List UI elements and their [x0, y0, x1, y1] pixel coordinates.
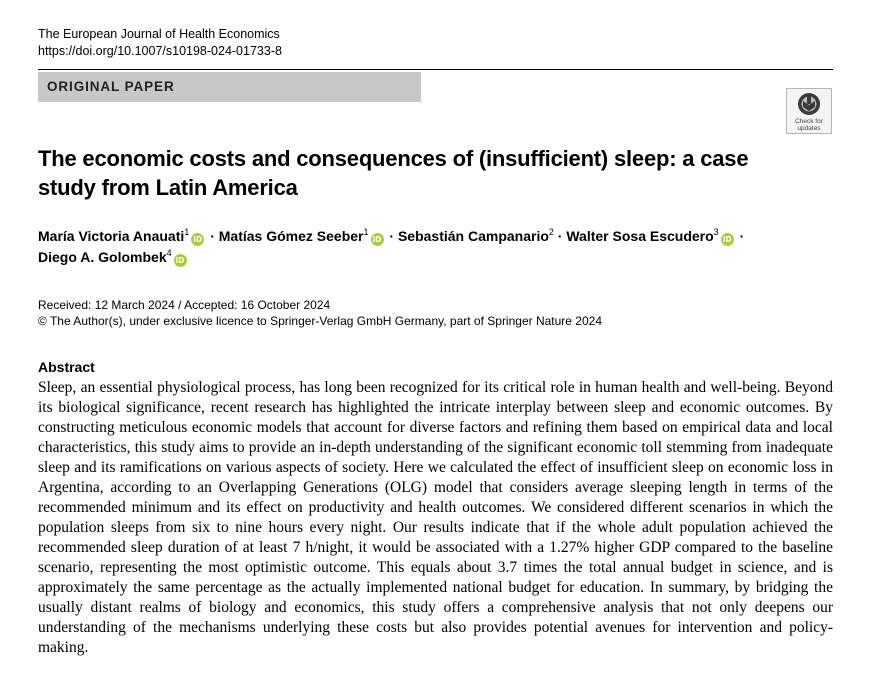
journal-header: [38, 26, 282, 60]
orcid-icon[interactable]: iD: [371, 233, 384, 246]
author-name: Matías Gómez Seeber: [218, 228, 364, 244]
author-separator: ·: [389, 228, 395, 244]
header-rule: [38, 69, 833, 70]
publication-dates: [38, 297, 602, 329]
orcid-icon[interactable]: iD: [174, 254, 187, 267]
author-list: [38, 226, 838, 268]
author-item[interactable]: [38, 249, 189, 265]
author-name: María Victoria Anauati: [38, 228, 185, 244]
orcid-icon[interactable]: iD: [191, 233, 204, 246]
author-separator: ·: [739, 228, 745, 244]
author-item[interactable]: [219, 228, 386, 244]
author-name: Diego A. Golombek: [38, 249, 167, 265]
check-for-updates-button[interactable]: [786, 88, 832, 134]
author-name: Sebastián Campanario: [397, 228, 549, 244]
check-for-updates-label: Check for updates: [795, 118, 823, 132]
orcid-icon[interactable]: iD: [721, 233, 734, 246]
article-title: The economic costs and consequences of (insufficient) sleep: a case study from Latin America: [38, 146, 749, 200]
abstract-heading: Abstract: [38, 359, 95, 375]
abstract-text: Sleep, an essential physiological process, has long been recognized for its critical role in human health and well-being. Beyond its biological significance, recent research has highlighted the intricate interplay between sleep and economic outcomes. By constructing meticulous economic models that account for diverse factors and refining them based on empirical data and local characteristics, this study aims to provide an in-depth understanding of the significant economic toll stemming from inadequate sleep and its ramifications on various aspects of society. Here we calculated the effect of insufficient sleep on economic loss in Argentina, according to an Overlapping Generations (OLG) model that considers average sleeping length in terms of the recommended minimum and its effect on productivity and health outcomes. We considered different scenarios in which the population sleeps from six to nine hours every night. Our results indicate that if the whole adult population achieved the recommended sleep duration of at least 7 h/night, it would be associated with a 1.27% higher GDP compared to the baseline scenario, representing the most optimistic outcome. This equals about 3.7 times the total annual budget in science, and is approximately the same percentage as the actually implemented national budget for education. In summary, by bridging the usually distant realms of biology and economics, this study offers a comprehensive analysis that not only deepens our understanding of the mechanisms underlying these costs but also provides potential avenues for intervention and policy-making.: [38, 379, 833, 656]
author-name: Walter Sosa Escudero: [566, 228, 714, 244]
journal-name: The European Journal of Health Economics: [38, 27, 280, 41]
author-item[interactable]: [398, 228, 554, 244]
author-separator: ·: [557, 228, 563, 244]
affiliation-marker: 1: [184, 227, 190, 237]
affiliation-marker: 4: [166, 248, 172, 258]
check-for-updates-icon: [797, 92, 821, 116]
affiliation-marker: 1: [363, 227, 369, 237]
received-accepted-dates: Received: 12 March 2024 / Accepted: 16 October 2024: [38, 298, 331, 312]
copyright-notice: © The Author(s), under exclusive licence to Springer-Verlag GmbH Germany, part of Springer Nature 2024: [38, 314, 602, 328]
article-type-banner: [38, 72, 421, 102]
affiliation-marker: 2: [548, 227, 554, 237]
article-type-label: ORIGINAL PAPER: [47, 79, 175, 94]
author-item[interactable]: [566, 228, 735, 244]
author-item[interactable]: [38, 228, 206, 244]
doi-link[interactable]: https://doi.org/10.1007/s10198-024-01733-8: [38, 44, 282, 58]
affiliation-marker: 3: [713, 227, 719, 237]
author-separator: ·: [210, 228, 215, 244]
